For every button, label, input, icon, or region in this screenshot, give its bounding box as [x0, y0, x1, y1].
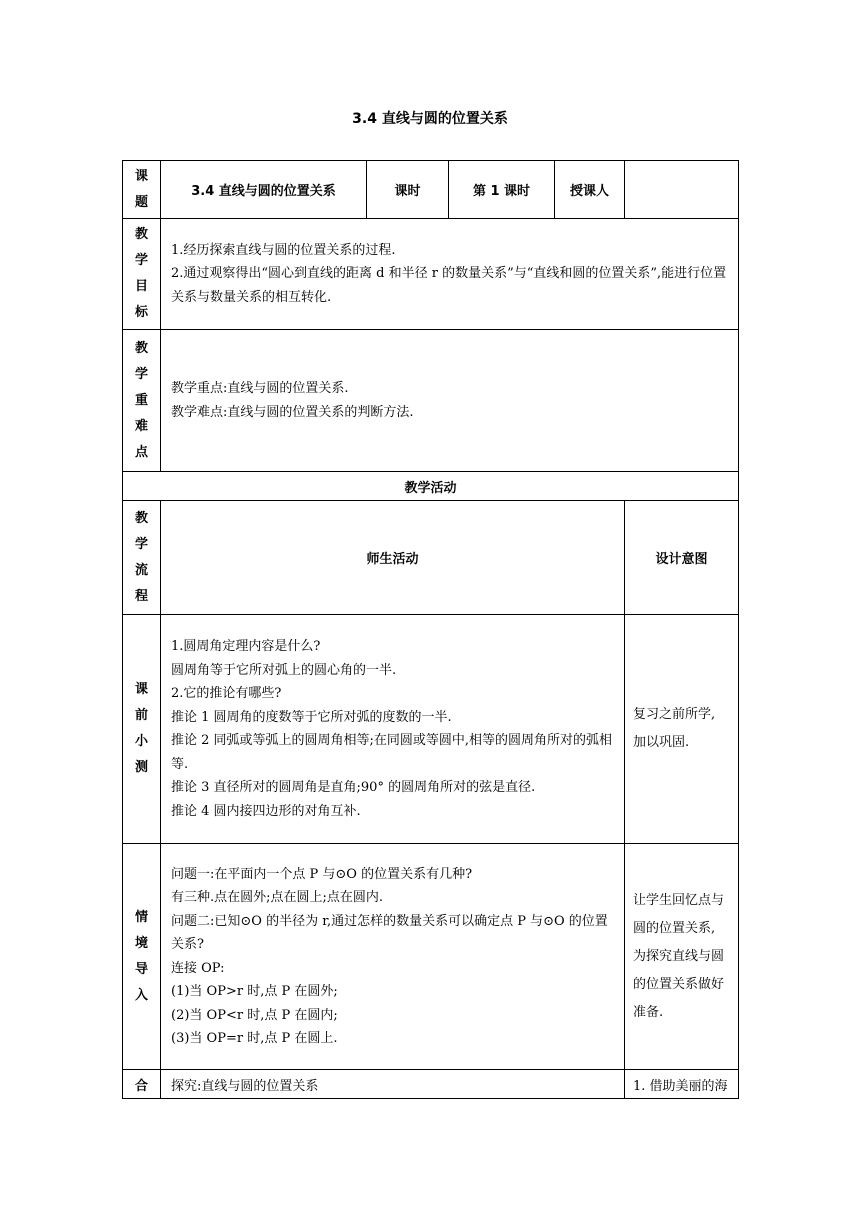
intro-row [123, 844, 739, 1070]
design-line: 复习之前所学, [633, 707, 716, 722]
intro-line: (3)当 OP=r 时,点 P 在圆上. [171, 1031, 338, 1046]
intro-label: 情 境 导 入 [123, 844, 161, 1070]
period-value: 第 1 课时 [449, 161, 555, 219]
quiz-label: 课 前 小 测 [123, 615, 161, 844]
key-point-line: 教学难点:直线与圆的位置关系的判断方法. [171, 404, 414, 420]
design-line: 让学生回忆点与 [633, 892, 725, 908]
activity-column-header: 师生活动 [161, 501, 625, 615]
cooperate-row [123, 1070, 739, 1099]
cooperate-label: 合 [123, 1070, 161, 1099]
teacher-value [625, 161, 739, 219]
objectives-content [161, 219, 739, 330]
quiz-line: 推论 4 圆内接四边形的对角互补. [171, 803, 361, 819]
flow-header-row [123, 501, 739, 615]
key-points-label: 教 学 重 难 点 [123, 330, 161, 472]
design-line: 的位置关系做好 [633, 976, 725, 992]
design-line: 加以巩固. [633, 735, 690, 750]
objective-line: 1.经历探索直线与圆的位置关系的过程. [171, 242, 396, 258]
intro-content [161, 844, 625, 1070]
key-points-row [123, 330, 739, 472]
design-line: 圆的位置关系, [633, 920, 716, 936]
activities-header-row [123, 472, 739, 501]
period-label: 课时 [367, 161, 449, 219]
quiz-line: 2.它的推论有哪些? [171, 686, 282, 701]
topic-value: 3.4 直线与圆的位置关系 [161, 161, 367, 219]
intro-line: 问题一:在平面内一个点 P 与⊙O 的位置关系有几种? [171, 866, 473, 882]
intro-line: 有三种.点在圆外;点在圆上;点在圆内. [171, 890, 384, 905]
key-points-content [161, 330, 739, 472]
flow-label: 教 学 流 程 [123, 501, 161, 615]
design-line: 准备. [633, 1004, 664, 1020]
intro-design [625, 844, 739, 1070]
intro-line: (1)当 OP>r 时,点 P 在圆外; [171, 984, 338, 999]
quiz-content [161, 615, 625, 844]
quiz-line: 圆周角等于它所对弧上的圆心角的一半. [171, 662, 397, 678]
intro-line: 问题二:已知⊙O 的半径为 r,通过怎样的数量关系可以确定点 P 与⊙O 的位置关系? [171, 913, 608, 952]
page-title: 3.4 直线与圆的位置关系 [352, 111, 508, 127]
key-point-line: 教学重点:直线与圆的位置关系. [171, 381, 349, 396]
design-column-header: 设计意图 [625, 501, 739, 615]
intro-line: (2)当 OP<r 时,点 P 在圆内; [171, 1007, 338, 1023]
cooperate-design: 1. 借助美丽的海 [625, 1070, 739, 1099]
intro-line: 连接 OP: [171, 960, 225, 976]
quiz-line: 推论 3 直径所对的圆周角是直角;90° 的圆周角所对的弦是直径. [171, 780, 536, 795]
objectives-row [123, 219, 739, 330]
design-line: 为探究直线与圆 [633, 948, 725, 964]
teacher-label: 授课人 [555, 161, 625, 219]
quiz-design [625, 615, 739, 844]
quiz-line: 推论 2 同弧或等弧上的圆周角相等;在同圆或等圆中,相等的圆周角所对的弧相等. [171, 733, 613, 772]
quiz-line: 1.圆周角定理内容是什么? [171, 639, 321, 654]
cooperate-content: 探究:直线与圆的位置关系 [161, 1070, 625, 1099]
activities-header: 教学活动 [123, 472, 739, 501]
header-row [123, 161, 739, 219]
quiz-row [123, 615, 739, 844]
lesson-plan-table [122, 160, 739, 1099]
topic-label: 课 题 [123, 161, 161, 219]
quiz-line: 推论 1 圆周角的度数等于它所对弧的度数的一半. [171, 709, 452, 725]
objective-line: 2.通过观察得出“圆心到直线的距离 d 和半径 r 的数量关系”与“直线和圆的位置关系”,能进行位置关系与数量关系的相互转化. [171, 266, 727, 305]
objectives-label: 教 学 目 标 [123, 219, 161, 330]
